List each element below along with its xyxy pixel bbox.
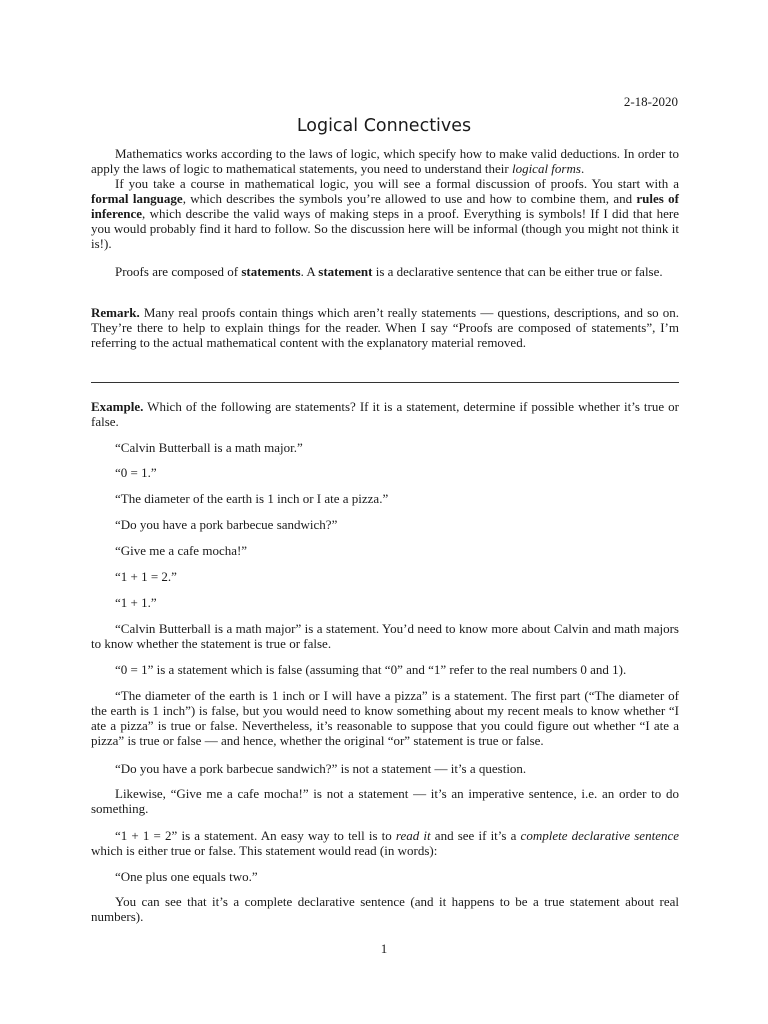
text-run: , which describe the valid ways of making steps in a proof. Everything is symbols! If I did that here you would probably find it hard to follow. So the discussion here will be informal (though you might not think it is!). xyxy=(91,206,679,251)
answer-paragraph: “The diameter of the earth is 1 inch or I will have a pizza” is a statement. The first part (“The diameter of the earth is 1 inch”) is false, but you would need to know something about my recent meals to know whether “I ate a pizza” is true or false. Nevertheless, it’s reasonable to suppose that you could figure out whether “I ate a pizza” is true or false — and hence, whether the original “or” statement is true or false. xyxy=(91,688,679,748)
bold-formal-language: formal language xyxy=(91,191,183,206)
intro-paragraph-3-block xyxy=(91,264,679,279)
text-run: which is either true or false. This statement would read (in words): xyxy=(91,843,438,858)
section-divider xyxy=(91,382,679,383)
intro-paragraph-1 xyxy=(91,146,679,176)
emphasis-logical-forms: logical forms xyxy=(511,161,581,176)
example-item: “Calvin Butterball is a math major.” xyxy=(115,440,303,455)
document-date: 2-18-2020 xyxy=(623,94,678,109)
intro-paragraph-2 xyxy=(91,176,679,251)
example-item: “The diameter of the earth is 1 inch or I ate a pizza.” xyxy=(115,491,389,506)
example-item: “1 + 1 = 2.” xyxy=(115,569,177,584)
example-text: Which of the following are statements? If it is a statement, determine if possible whether it’s true or false. xyxy=(91,399,679,429)
intro-section xyxy=(91,146,679,251)
answer-paragraph: “Calvin Butterball is a math major” is a statement. You’d need to know more about Calvin and math majors to know whether the statement is true or false. xyxy=(91,621,679,651)
remark-paragraph xyxy=(91,305,679,350)
answer-paragraph: Likewise, “Give me a cafe mocha!” is not a statement — it’s an imperative sentence, i.e. an order to do something. xyxy=(91,786,679,816)
bold-statements: statements xyxy=(241,264,301,279)
intro-paragraph-3 xyxy=(91,264,679,279)
bold-statement: statement xyxy=(318,264,373,279)
answer-paragraph: “One plus one equals two.” xyxy=(115,869,258,884)
answer-paragraph xyxy=(91,828,679,858)
emphasis-complete-declarative-sentence: complete declarative sentence xyxy=(520,828,679,843)
text-run: Mathematics works according to the laws of logic, which specify how to make valid deductions. In order to apply the laws of logic to mathematical statements, you need to understand their xyxy=(91,146,679,176)
text-run: Proofs are composed of xyxy=(115,264,242,279)
answer-paragraph: You can see that it’s a complete declarative sentence (and it happens to be a true statement about real numbers). xyxy=(91,894,679,924)
text-run: and see if it’s a xyxy=(430,828,521,843)
example-item: “Do you have a pork barbecue sandwich?” xyxy=(115,517,338,532)
text-run: , which describes the symbols you’re allowed to use and how to combine them, and xyxy=(182,191,637,206)
answer-paragraph: “Do you have a pork barbecue sandwich?” is not a statement — it’s a question. xyxy=(115,761,527,776)
example-label: Example. xyxy=(91,399,144,414)
answer-paragraph: “0 = 1” is a statement which is false (assuming that “0” and “1” refer to the real numbers 0 and 1). xyxy=(115,662,627,677)
text-run: is a declarative sentence that can be either true or false. xyxy=(372,264,663,279)
answer-block-6 xyxy=(91,828,679,858)
remark-label: Remark. xyxy=(91,305,140,320)
remark-text: Many real proofs contain things which aren’t really statements — questions, descriptions, and so on. They’re there to help to explain things for the reader. When I say “Proofs are composed of statements”, I’m referring to the actual mathematical content with the explanatory material removed. xyxy=(91,305,679,350)
page-number: 1 xyxy=(380,941,388,956)
example-intro xyxy=(91,399,679,429)
text-run: . xyxy=(580,161,585,176)
example-item: “0 = 1.” xyxy=(115,465,157,480)
text-run: If you take a course in mathematical logic, you will see a formal discussion of proofs. You start with a xyxy=(115,176,679,191)
remark-section xyxy=(91,305,679,350)
text-run: “1 + 1 = 2” is a statement. An easy way to tell is to xyxy=(115,828,396,843)
example-item: “Give me a cafe mocha!” xyxy=(115,543,248,558)
text-run: . A xyxy=(300,264,319,279)
bold-rules-of-inference: rules of inference xyxy=(91,191,679,221)
example-paragraph xyxy=(91,399,679,429)
emphasis-read-it: read it xyxy=(395,828,431,843)
example-item: “1 + 1.” xyxy=(115,595,157,610)
document-title: Logical Connectives xyxy=(296,116,472,136)
